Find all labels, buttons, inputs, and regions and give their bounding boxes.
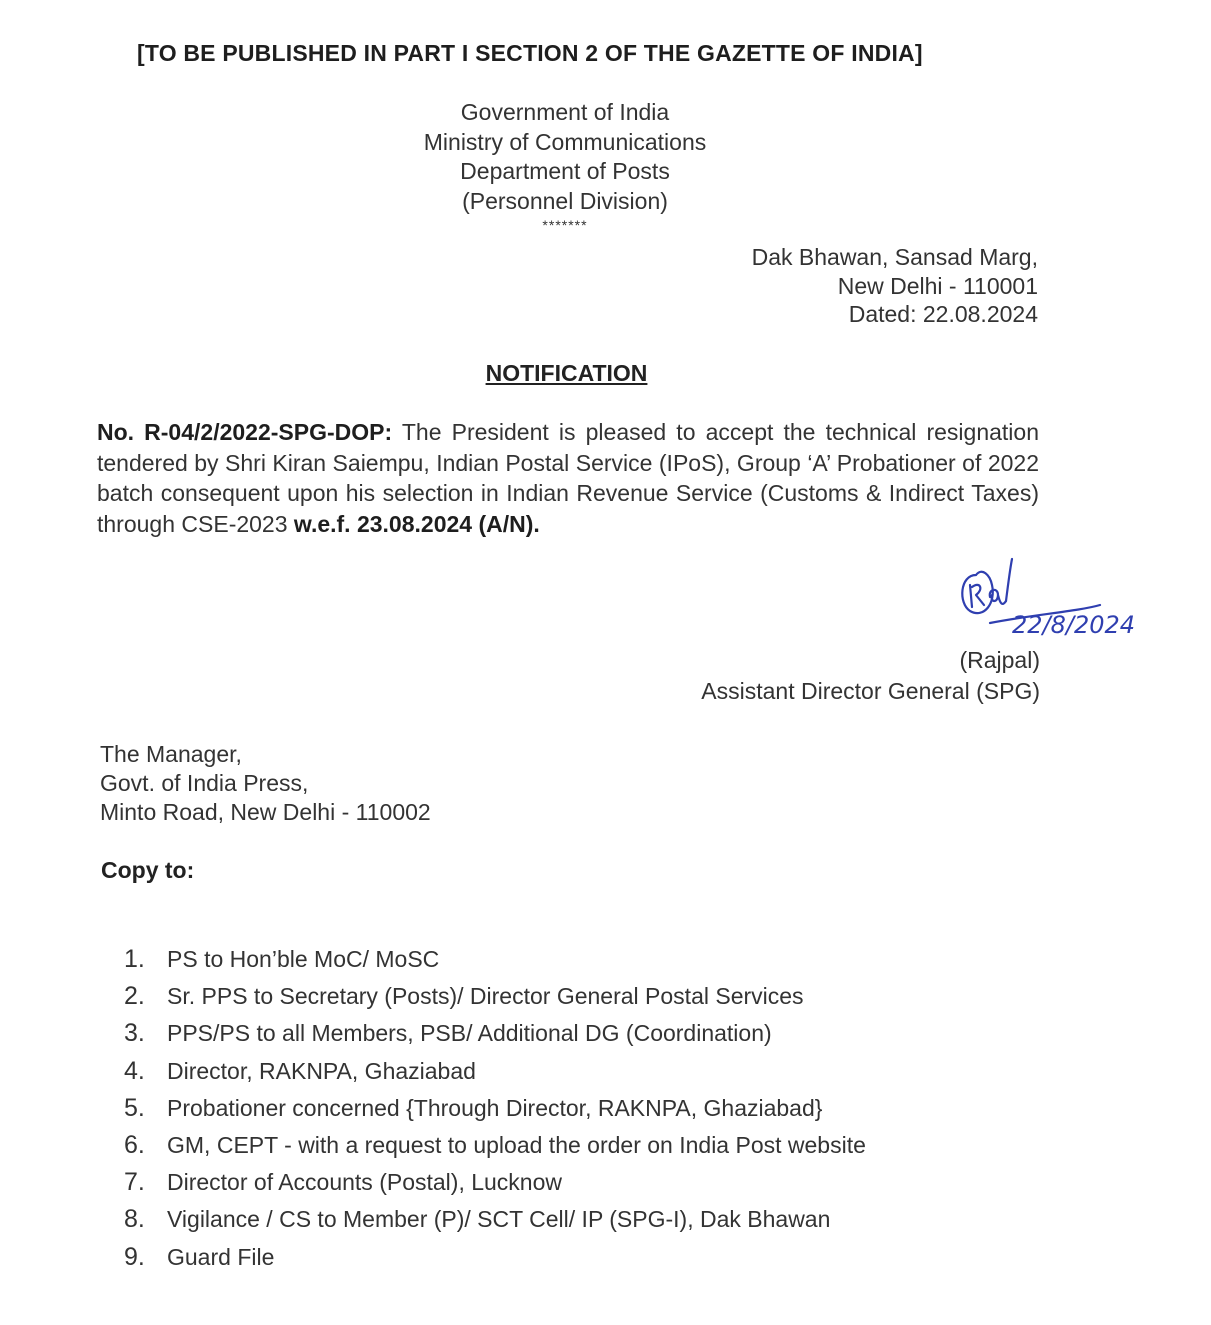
list-item	[124, 945, 866, 982]
separator-stars: *******	[542, 217, 588, 233]
item-number: 1.	[124, 945, 145, 973]
notification-text: The President is pleased to accept the technical resignation tendered by Shri Kiran Saiempu, Indian Postal Service (IPoS), Group ‘A’ Probationer of 2022 batch consequent upon his selection in Indian Revenue Service (Customs & Indirect Taxes) through CSE-2023	[97, 419, 1039, 537]
item-text: PS to Hon’ble MoC/ MoSC	[167, 946, 440, 972]
item-number: 4.	[124, 1056, 145, 1085]
item-number: 2.	[124, 982, 145, 1011]
item-number: 6.	[124, 1130, 145, 1159]
list-item	[124, 1168, 866, 1205]
division-name: (Personnel Division)	[462, 187, 668, 214]
list-item	[124, 1205, 866, 1242]
item-text: PPS/PS to all Members, PSB/ Additional DG (Coordination)	[167, 1020, 772, 1047]
signatory-designation: Assistant Director General (SPG)	[701, 678, 1040, 704]
item-text: Probationer concerned {Through Director, RAKNPA, Ghaziabad}	[167, 1094, 823, 1121]
handwritten-signature	[950, 545, 1170, 645]
item-number: 7.	[124, 1168, 145, 1197]
recipient-address	[100, 740, 431, 827]
copy-to-label: Copy to:	[101, 857, 195, 883]
address-line-1: Dak Bhawan, Sansad Marg,	[751, 244, 1038, 270]
date-line: Dated: 22.08.2024	[848, 301, 1038, 327]
recipient-line-1: The Manager,	[100, 741, 242, 767]
list-item	[124, 1057, 866, 1094]
signatory-name: (Rajpal)	[959, 647, 1040, 673]
item-number: 3.	[124, 1019, 145, 1048]
address-line-2: New Delhi - 110001	[837, 272, 1038, 299]
list-item	[124, 1019, 866, 1056]
item-number: 9.	[124, 1242, 145, 1271]
list-item	[124, 982, 866, 1019]
list-item	[124, 1094, 866, 1131]
item-text: Director, RAKNPA, Ghaziabad	[167, 1057, 476, 1084]
item-number: 8.	[124, 1205, 145, 1234]
office-address	[752, 243, 1038, 329]
item-text: GM, CEPT - with a request to upload the order on India Post website	[167, 1131, 866, 1158]
item-text: Sr. PPS to Secretary (Posts)/ Director General Postal Services	[167, 983, 804, 1010]
department-name: Department of Posts	[460, 158, 670, 184]
notification-body	[97, 417, 1039, 539]
recipient-line-3: Minto Road, New Delhi - 110002	[100, 799, 431, 825]
copy-to-list	[124, 945, 866, 1280]
govt-name: Government of India	[460, 99, 670, 125]
signature-date: 22/8/2024	[1012, 611, 1136, 639]
effective-date: w.e.f. 23.08.2024 (A/N).	[293, 510, 540, 537]
item-text: Vigilance / CS to Member (P)/ SCT Cell/ IP (SPG-I), Dak Bhawan	[167, 1206, 831, 1233]
issuing-authority	[380, 98, 750, 232]
item-text: Director of Accounts (Postal), Lucknow	[167, 1169, 562, 1196]
notification-number: No. R-04/2/2022-SPG-DOP:	[97, 419, 393, 445]
signatory	[701, 645, 1040, 707]
gazette-publication-line: [TO BE PUBLISHED IN PART I SECTION 2 OF THE GAZETTE OF INDIA]	[137, 40, 923, 66]
item-text: Guard File	[167, 1243, 275, 1270]
ministry-name: Ministry of Communications	[423, 128, 707, 155]
recipient-line-2: Govt. of India Press,	[100, 770, 309, 796]
list-item	[124, 1243, 866, 1280]
notification-title: NOTIFICATION	[485, 360, 648, 386]
item-number: 5.	[124, 1093, 145, 1122]
list-item	[124, 1131, 866, 1168]
